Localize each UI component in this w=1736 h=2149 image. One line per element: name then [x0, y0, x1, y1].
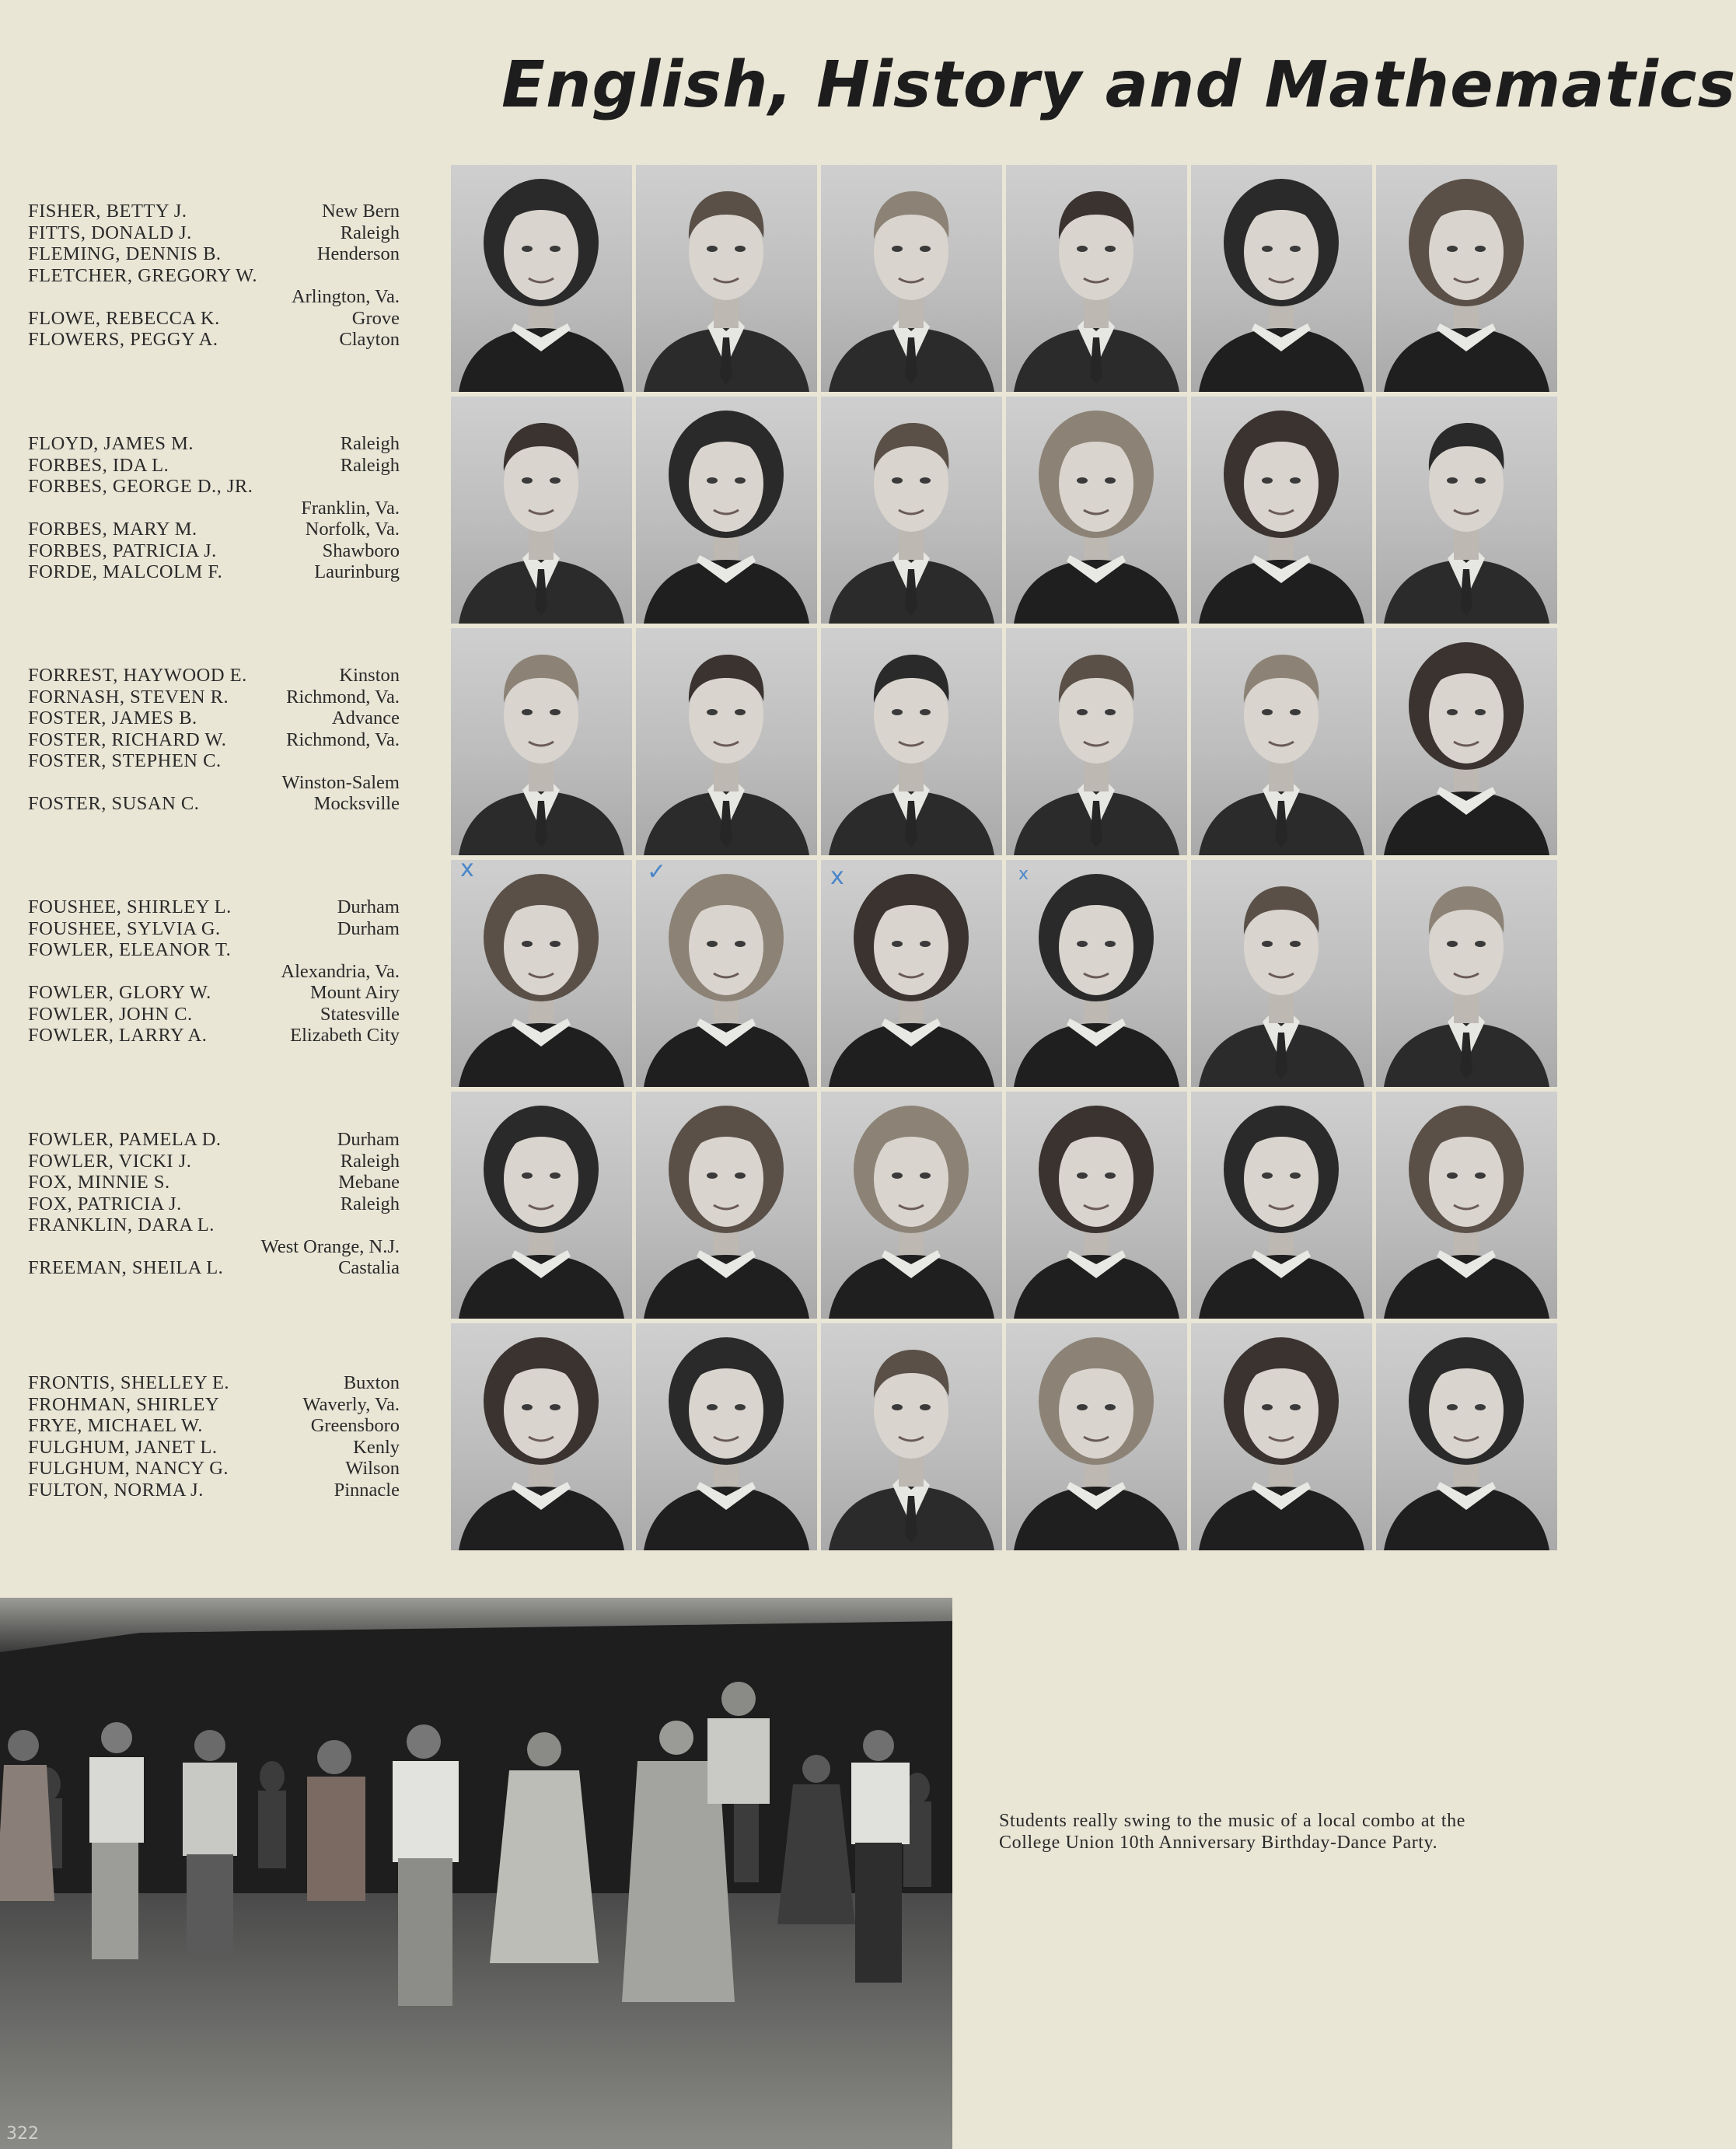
hometown: Kenly: [353, 1436, 400, 1458]
portrait-row: [451, 165, 1555, 392]
dance-party-photo: [0, 1598, 952, 2149]
student-portrait: [1191, 165, 1372, 392]
pen-mark: x: [830, 863, 844, 890]
student-name: FOX, MINNIE S.: [28, 1172, 170, 1193]
student-portrait: [636, 628, 817, 855]
name-entry: [28, 519, 400, 540]
name-entry: [28, 939, 400, 961]
student-name: FORBES, IDA L.: [28, 454, 169, 476]
name-block: [28, 1129, 400, 1279]
student-name: FLEMING, DENNIS B.: [28, 243, 222, 264]
student-portrait: [1376, 860, 1557, 1087]
hometown: Winston-Salem: [281, 771, 400, 793]
student-portrait: [1006, 165, 1187, 392]
student-name: FRONTIS, SHELLEY E.: [28, 1372, 230, 1393]
hometown: New Bern: [321, 201, 400, 222]
hometown: Shawboro: [322, 540, 400, 561]
name-entry: [28, 1214, 400, 1236]
portrait-row: [451, 1323, 1555, 1550]
student-portrait: [821, 860, 1002, 1087]
student-portrait: [636, 1323, 817, 1550]
student-portrait: [636, 165, 817, 392]
hometown: Durham: [337, 1129, 400, 1150]
student-portrait: [1191, 1092, 1372, 1319]
name-block: [28, 433, 400, 583]
student-portrait: [821, 1092, 1002, 1319]
hometown: Greensboro: [310, 1415, 400, 1436]
hometown: Buxton: [343, 1372, 400, 1393]
student-name: FOX, PATRICIA J.: [28, 1193, 182, 1214]
student-name: FRANKLIN, DARA L.: [28, 1214, 215, 1235]
student-name: FOWLER, LARRY A.: [28, 1025, 208, 1046]
student-portrait: [1376, 397, 1557, 624]
name-entry: [28, 793, 400, 815]
hometown: Advance: [331, 708, 400, 729]
name-entry: [28, 982, 400, 1004]
student-portrait: [451, 397, 632, 624]
hometown: Alexandria, Va.: [281, 960, 400, 982]
student-portrait: [1191, 1323, 1372, 1550]
name-entry: [28, 1372, 400, 1394]
hometown: Elizabeth City: [290, 1025, 400, 1046]
student-portrait: [1006, 628, 1187, 855]
name-block: [28, 896, 400, 1047]
student-portrait: [1376, 1092, 1557, 1319]
name-entry: [28, 1025, 400, 1047]
student-name: FULTON, NORMA J.: [28, 1479, 204, 1501]
name-entry: [28, 329, 400, 351]
student-portrait: [821, 397, 1002, 624]
student-portrait: [1006, 860, 1187, 1087]
student-portrait: [821, 165, 1002, 392]
student-name: FORDE, MALCOLM F.: [28, 561, 223, 582]
student-portrait: [1006, 1323, 1187, 1550]
student-name: FULGHUM, NANCY G.: [28, 1458, 229, 1479]
student-name: FOWLER, JOHN C.: [28, 1003, 193, 1025]
student-name: FITTS, DONALD J.: [28, 222, 192, 243]
student-name: FOSTER, JAMES B.: [28, 708, 197, 729]
student-portrait: [1376, 165, 1557, 392]
student-portrait: [1376, 1323, 1557, 1550]
student-portrait: [1191, 397, 1372, 624]
name-block: [28, 201, 400, 351]
name-entry: [28, 561, 400, 583]
student-name: FOSTER, STEPHEN C.: [28, 750, 222, 771]
student-portrait: [1006, 1092, 1187, 1319]
student-name: FISHER, BETTY J.: [28, 201, 187, 222]
name-entry: [28, 1004, 400, 1026]
hometown: Raleigh: [340, 1193, 400, 1214]
portrait-row: [451, 1092, 1555, 1319]
hometown: Mebane: [338, 1172, 400, 1193]
student-name: FLOWE, REBECCA K.: [28, 307, 220, 329]
hometown: Raleigh: [340, 454, 400, 476]
name-entry: [28, 918, 400, 940]
student-portrait: [1191, 628, 1372, 855]
name-entry: [28, 687, 400, 708]
hometown: Mount Airy: [309, 982, 400, 1003]
name-entry: [28, 1458, 400, 1480]
student-name: FORREST, HAYWOOD E.: [28, 665, 247, 686]
student-name: FOWLER, PAMELA D.: [28, 1129, 222, 1150]
student-name: FOWLER, GLORY W.: [28, 982, 211, 1003]
student-name: FRYE, MICHAEL W.: [28, 1415, 203, 1436]
name-entry: [28, 286, 400, 308]
page-title: English, History and Mathematics: [501, 48, 1736, 122]
name-entry: [28, 243, 400, 265]
hometown: Henderson: [316, 243, 400, 264]
student-portrait: [636, 1092, 817, 1319]
student-portrait: [451, 860, 632, 1087]
name-entry: [28, 750, 400, 772]
hometown: Raleigh: [340, 1150, 400, 1172]
hometown: Kinston: [339, 665, 400, 686]
name-entry: [28, 1151, 400, 1172]
hometown: Franklin, Va.: [301, 497, 400, 519]
student-portrait: [821, 1323, 1002, 1550]
name-block: [28, 665, 400, 815]
portrait-grid: [451, 165, 1555, 1555]
portrait-row: [451, 628, 1555, 855]
student-name: FOSTER, SUSAN C.: [28, 793, 200, 814]
hometown: Raleigh: [340, 222, 400, 243]
hometown: Richmond, Va.: [286, 686, 400, 708]
student-portrait: [1376, 628, 1557, 855]
name-entry: [28, 708, 400, 729]
name-block: [28, 1372, 400, 1501]
hometown: Waverly, Va.: [302, 1393, 400, 1415]
student-name: FORNASH, STEVEN R.: [28, 686, 229, 708]
name-entry: [28, 1257, 400, 1279]
student-portrait: [451, 628, 632, 855]
hometown: Pinnacle: [334, 1479, 400, 1501]
name-entry: [28, 1415, 400, 1437]
student-portrait: [451, 1323, 632, 1550]
name-entry: [28, 1236, 400, 1258]
name-entry: [28, 896, 400, 918]
name-entry: [28, 665, 400, 687]
student-name: FOWLER, VICKI J.: [28, 1150, 192, 1172]
hometown: Statesville: [320, 1003, 400, 1025]
pen-mark: ✓: [647, 858, 667, 886]
student-portrait: [821, 628, 1002, 855]
student-portrait: [1191, 860, 1372, 1087]
name-entry: [28, 1437, 400, 1459]
student-name: FORBES, PATRICIA J.: [28, 540, 217, 561]
student-portrait: [451, 165, 632, 392]
portrait-row: [451, 860, 1555, 1087]
student-portrait: [451, 1092, 632, 1319]
name-entry: [28, 1172, 400, 1193]
name-entry: [28, 1480, 400, 1501]
hometown: Durham: [337, 896, 400, 917]
student-name: FULGHUM, JANET L.: [28, 1436, 218, 1458]
portrait-row: [451, 397, 1555, 624]
hometown: Norfolk, Va.: [305, 519, 400, 540]
student-name: FOUSHEE, SHIRLEY L.: [28, 896, 232, 917]
name-entry: [28, 1394, 400, 1416]
student-name: FROHMAN, SHIRLEY: [28, 1393, 220, 1415]
student-name: FORBES, MARY M.: [28, 519, 197, 540]
student-name: FOSTER, RICHARD W.: [28, 729, 227, 750]
page-number: 322: [6, 2124, 39, 2144]
hometown: Grove: [351, 307, 400, 329]
student-name: FLOWERS, PEGGY A.: [28, 329, 218, 350]
hometown: Clayton: [339, 329, 400, 350]
student-name: FREEMAN, SHEILA L.: [28, 1257, 224, 1278]
hometown: Castalia: [338, 1257, 400, 1278]
photo-caption: Students really swing to the music of a local combo at the College Union 10th Anniversary Birthday-Dance Party.: [999, 1811, 1465, 1853]
hometown: Arlington, Va.: [291, 286, 400, 307]
student-portrait: [636, 397, 817, 624]
name-entry: [28, 222, 400, 244]
name-entry: [28, 498, 400, 519]
name-entry: [28, 1193, 400, 1215]
pen-mark: x: [460, 855, 474, 882]
name-entry: [28, 308, 400, 330]
hometown: Durham: [337, 917, 400, 939]
name-entry: [28, 476, 400, 498]
name-entry: [28, 540, 400, 562]
student-name: FLETCHER, GREGORY W.: [28, 264, 257, 286]
hometown: West Orange, N.J.: [260, 1235, 400, 1257]
name-entry: [28, 961, 400, 983]
student-name: FOUSHEE, SYLVIA G.: [28, 917, 221, 939]
name-entry: [28, 1129, 400, 1151]
student-name: FORBES, GEORGE D., JR.: [28, 476, 253, 497]
name-entry: [28, 729, 400, 751]
hometown: Laurinburg: [314, 561, 400, 582]
hometown: Richmond, Va.: [286, 729, 400, 750]
name-entry: [28, 201, 400, 222]
student-name: FOWLER, ELEANOR T.: [28, 939, 232, 960]
name-entry: [28, 772, 400, 794]
student-name: FLOYD, JAMES M.: [28, 433, 194, 454]
student-portrait: [1006, 397, 1187, 624]
hometown: Mocksville: [313, 793, 400, 814]
name-entry: [28, 433, 400, 455]
hometown: Wilson: [345, 1458, 400, 1479]
pen-mark: x: [1018, 865, 1029, 884]
hometown: Raleigh: [340, 433, 400, 454]
name-entry: [28, 455, 400, 477]
student-portrait: [636, 860, 817, 1087]
name-entry: [28, 265, 400, 287]
